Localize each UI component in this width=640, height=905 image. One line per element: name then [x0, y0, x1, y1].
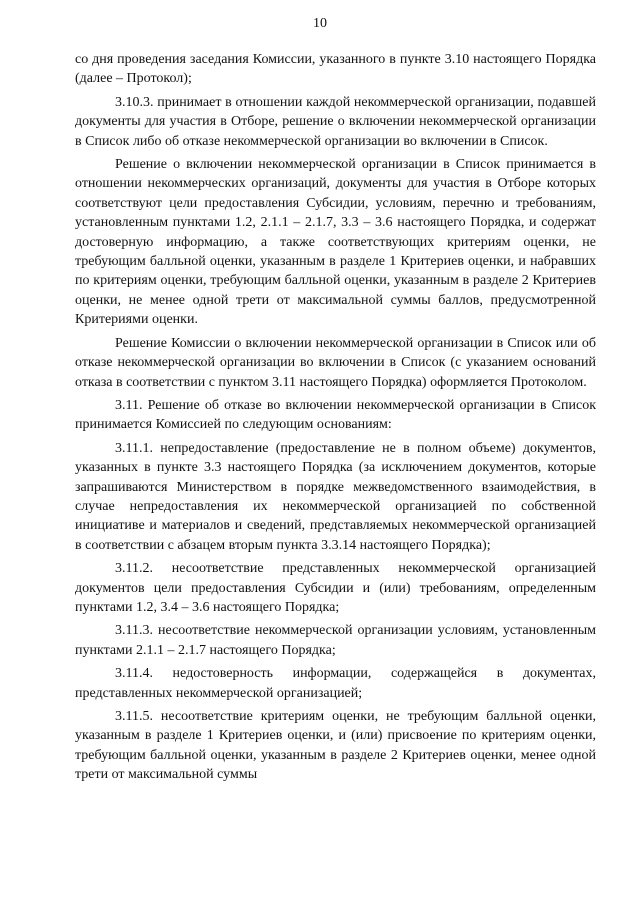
paragraph-3-11-4: 3.11.4. недостоверность информации, содержащейся в документах, представленных некоммерческой организацией; — [75, 666, 596, 701]
paragraph-3-11-2: 3.11.2. несоответствие представленных некоммерческой организацией документов цели предоставления Субсидии и (или) требованиям, определенным пунктами 1.2, 3.4 – 3.6 настоящего Порядка; — [75, 561, 596, 615]
paragraph-commission-decision: Решение Комиссии о включении некоммерческой организации в Список или об отказе некоммерческой организации во включении в Список (с указанием оснований отказа в соответствии с пунктом 3.11 настоящего Порядка) оформляется Протоколом. — [75, 335, 596, 390]
paragraph-3-11-1: 3.11.1. непредоставление (предоставление не в полном объеме) документов, указанных в пункте 3.3 настоящего Порядка (за исключением документов, которые запрашиваются Министерством в порядке межведомственного взаимодействия, в случае непредоставления их некоммерческой организацией по собственной инициативе и материалов и сведений, представляемых некоммерческой организацией в соответствии с абзацем вторым пункта 3.3.14 настоящего Порядка); — [75, 440, 596, 553]
paragraph-protocol-continuation: со дня проведения заседания Комиссии, указанного в пункте 3.10 настоящего Порядка (далее – Протокол); — [75, 52, 596, 87]
page-number: 10 — [313, 16, 327, 31]
document-body — [75, 50, 596, 785]
paragraph-3-10-3: 3.10.3. принимает в отношении каждой некоммерческой организации, подавшей документы для участия в Отборе, решение о включении некоммерческой организации в Список либо об отказе некоммерческой организации во включении в Список. — [75, 94, 596, 149]
paragraph-3-11-3: 3.11.3. несоответствие некоммерческой организации условиям, установленным пунктами 2.1.1 – 2.1.7 настоящего Порядка; — [75, 623, 596, 658]
paragraph-inclusion-decision: Решение о включении некоммерческой организации в Список принимается в отношении некоммерческих организаций, документы для участия в Отборе которых соответствуют цели предоставления Субсидии, условиям, перечню и требованиям, установленным пунктами 1.2, 2.1.1 – 2.1.7, 3.3 – 3.6 настоящего Порядка, и содержат достоверную информацию, а также соответствующих критериям оценки, не требующим балльной оценки, указанным в разделе 1 Критериев оценки, и набравших по критериям оценки, требующим балльной оценки, указанным в разделе 2 Критериев оценки, не менее одной трети от максимальной суммы баллов, предусмотренной Критериями оценки. — [75, 157, 596, 328]
paragraph-3-11-5: 3.11.5. несоответствие критериям оценки, не требующим балльной оценки, указанным в разделе 1 Критериев оценки, и (или) присвоение по критериям оценки, требующим балльной оценки, указанным в разделе 2 Критериев оценки, менее одной трети от максимальной суммы — [75, 709, 596, 783]
paragraph-3-11: 3.11. Решение об отказе во включении некоммерческой организации в Список принимается Комиссией по следующим основаниям: — [75, 397, 596, 433]
